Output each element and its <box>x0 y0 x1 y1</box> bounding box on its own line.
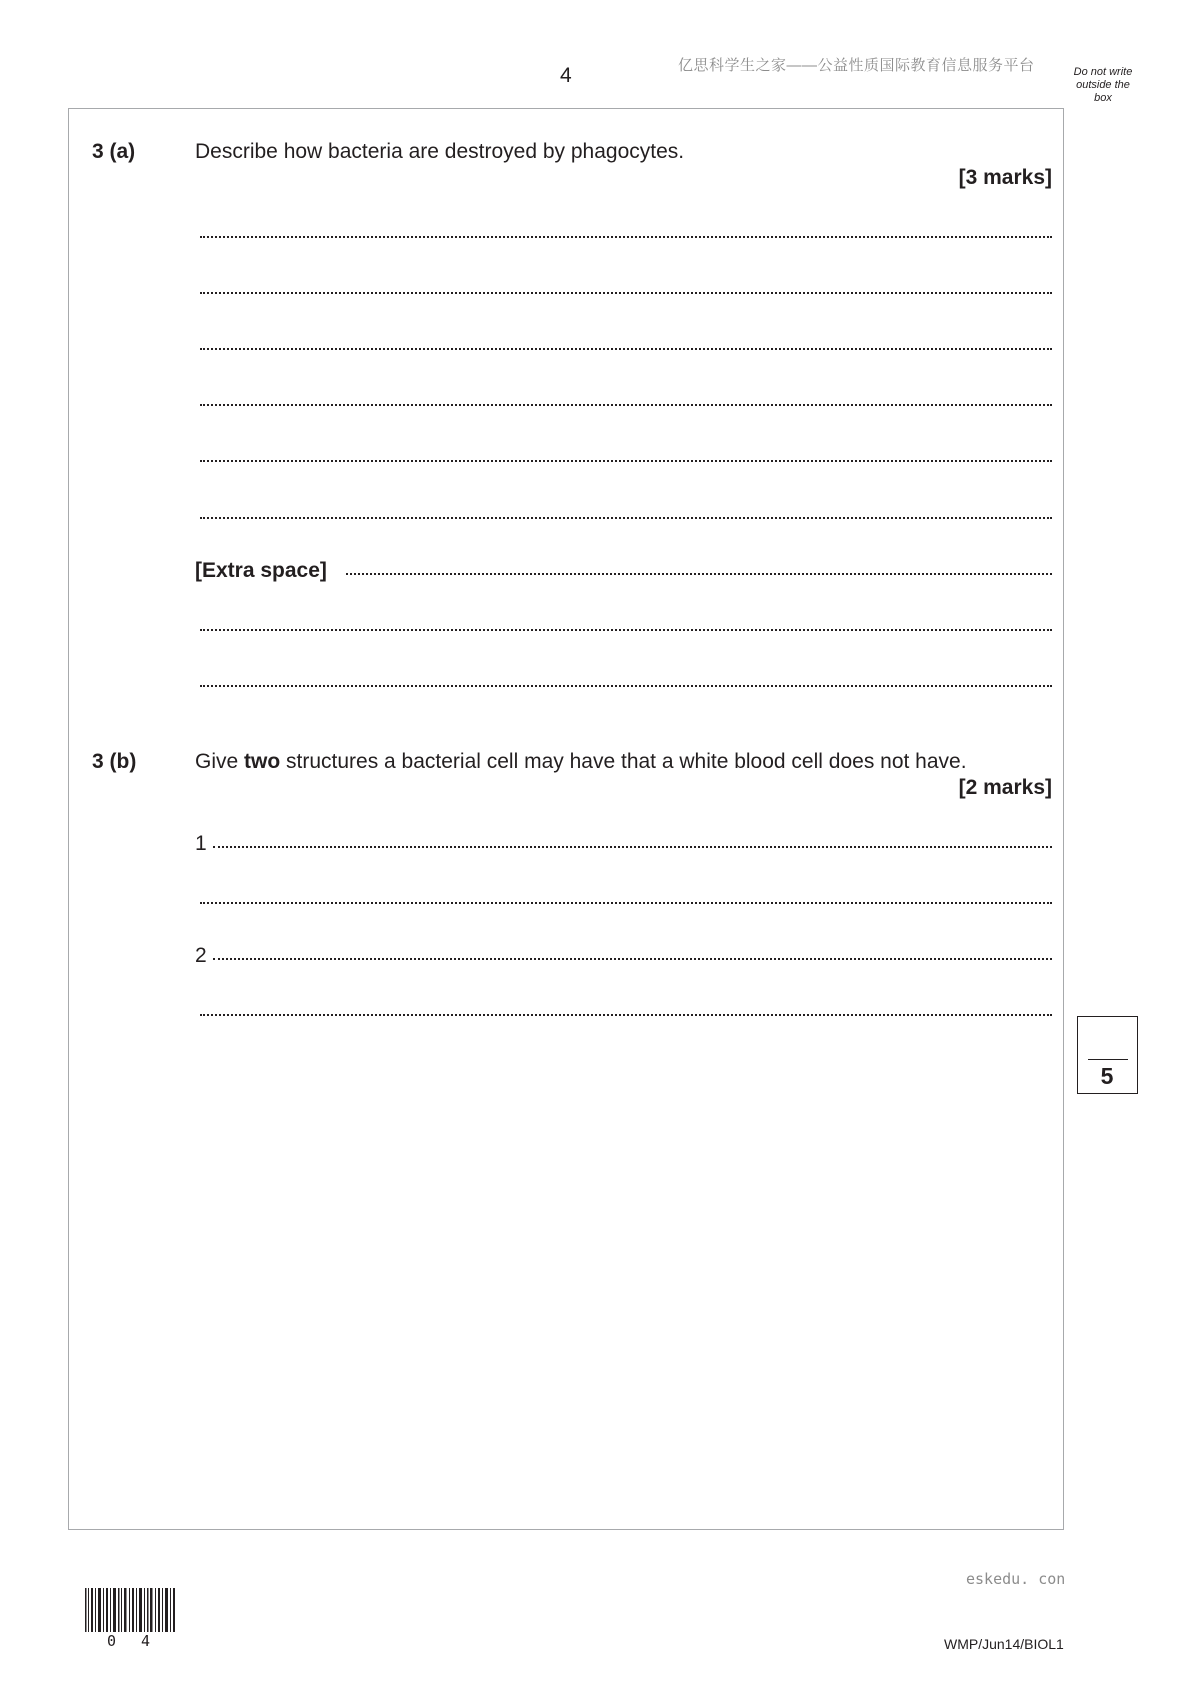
answer-line-3b-1[interactable] <box>213 846 1052 848</box>
answer-label-2: 2 <box>195 944 207 967</box>
margin-note <box>1063 66 1143 105</box>
question-3a-text: Describe how bacteria are destroyed by phagocytes. <box>195 140 685 163</box>
barcode-digits: 0 4 <box>107 1632 159 1650</box>
answer-label-1: 1 <box>195 832 207 855</box>
question-3b-number: 3 (b) <box>92 750 137 773</box>
header-watermark: 亿思科学生之家——公益性质国际教育信息服务平台 <box>678 57 1035 74</box>
answer-line-3b-2[interactable] <box>200 902 1052 904</box>
answer-line-3a-extra-2[interactable] <box>200 629 1052 631</box>
answer-line-3a-extra-3[interactable] <box>200 685 1052 687</box>
extra-space-label: [Extra space] <box>195 559 327 582</box>
question-3b-text-before: Give <box>195 750 245 773</box>
margin-note-line-2: outside the <box>1076 79 1130 91</box>
barcode-icon <box>85 1588 177 1632</box>
question-3b-marks: [2 marks] <box>958 776 1052 799</box>
score-total: 5 <box>1100 1063 1114 1089</box>
answer-line-3a-3[interactable] <box>200 348 1052 350</box>
answer-line-3a-6[interactable] <box>200 517 1052 519</box>
question-3b-text <box>195 750 967 774</box>
answer-line-3b-4[interactable] <box>200 1014 1052 1016</box>
page-code: WMP/Jun14/BIOL1 <box>944 1636 1064 1652</box>
question-3a-number: 3 (a) <box>92 140 136 163</box>
answer-line-3a-extra-1[interactable] <box>346 573 1052 575</box>
margin-note-line-1: Do not write <box>1073 66 1133 78</box>
question-3b-text-after: structures a bacterial cell may have that a white blood cell does not have. <box>280 750 967 773</box>
answer-line-3a-1[interactable] <box>200 236 1052 238</box>
question-3b-text-emphasis: two <box>244 750 281 773</box>
answer-frame <box>68 108 1064 1530</box>
score-box <box>1077 1016 1138 1094</box>
answer-line-3a-5[interactable] <box>200 460 1052 462</box>
score-rule <box>1088 1059 1128 1060</box>
answer-line-3a-4[interactable] <box>200 404 1052 406</box>
question-3a-marks: [3 marks] <box>958 166 1052 189</box>
answer-line-3a-2[interactable] <box>200 292 1052 294</box>
page-number: 4 <box>560 64 572 87</box>
margin-note-line-3: box <box>1094 92 1112 104</box>
footer-watermark: eskedu. con <box>966 1570 1066 1588</box>
answer-line-3b-3[interactable] <box>213 958 1052 960</box>
